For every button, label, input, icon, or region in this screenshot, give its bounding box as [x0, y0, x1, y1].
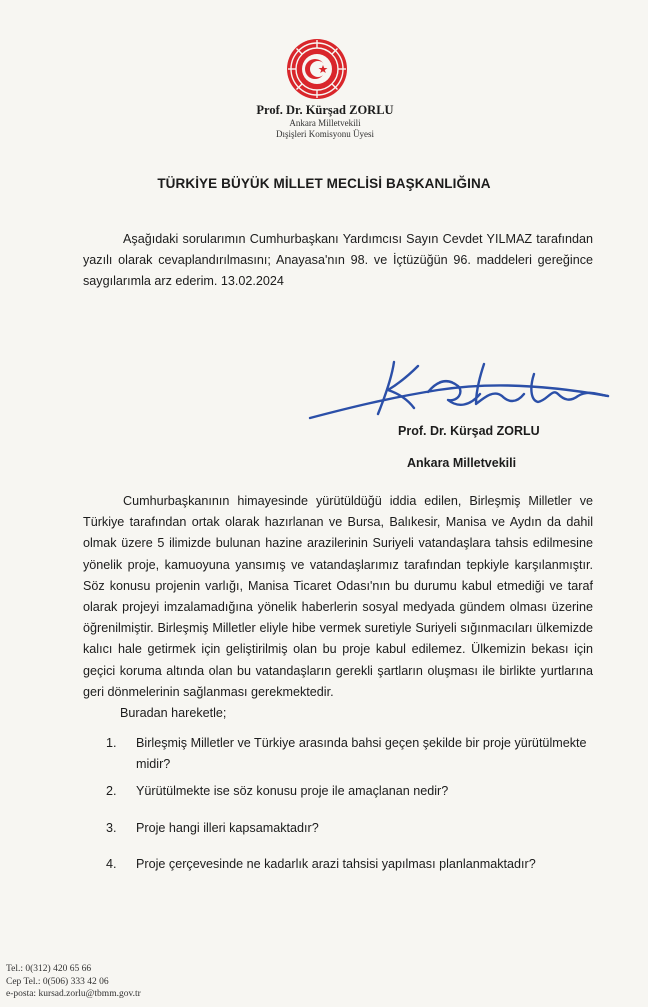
questions-list — [106, 733, 600, 884]
questions-lead: Buradan hareketle; — [120, 706, 227, 720]
question-text: Birleşmiş Milletler ve Türkiye arasında bahsi geçen şekilde bir proje yürütülmekte midir? — [136, 736, 587, 771]
signature-name: Prof. Dr. Kürşad ZORLU — [398, 424, 540, 438]
handwritten-signature — [308, 356, 618, 428]
body-paragraph: Cumhurbaşkanının himayesinde yürütüldüğü iddia edilen, Birleşmiş Milletler ve Türkiye tarafından ortak olarak hazırlanan ve Bursa, Balıkesir, Manisa ve Aydın da dahil olmak üzere 5 ilimizde bulunan hazine arazilerinin Suriyeli vatandaşlara tahsis edilmesine yönelik proje, kamuoyuna yansımış ve vatandaşlarımız tarafından tepkiyle karşılanmıştır. Söz konusu projenin varlığı, Manisa Ticaret Odası'nın bu durumu kabul etmediği ve taraf olarak projeyi imzalamadığına yönelik haberlerin sosyal medyada gündem olması üzerine öğrenilmiştir. Birleşmiş Milletler eliyle hibe vermek suretiyle Suriyeli sığınmacıları ülkemizde kalıcı hale getirmek için geliştirilmiş olan bu proje kabul edilemez. Ülkemizin bekası için geçici koruma altında olan bu vatandaşların gerekli şartların oluşması ile birlikte yurtlarına geri dönmelerinin sağlanması gerekmektedir. — [83, 494, 593, 699]
question-number: 4. — [106, 857, 117, 871]
letterhead-name: Prof. Dr. Kürşad ZORLU — [256, 103, 394, 117]
footer-email: e-posta: kursad.zorlu@tbmm.gov.tr — [6, 989, 141, 999]
question-item — [106, 854, 600, 884]
contact-footer — [6, 963, 141, 1001]
tbmm-emblem-icon — [286, 38, 348, 100]
question-text: Yürütülmekte ise söz konusu proje ile amaçlanan nedir? — [136, 784, 449, 798]
letterhead-role: Ankara Milletvekili — [289, 118, 361, 128]
letterhead — [200, 103, 450, 140]
intro-paragraph: Aşağıdaki sorularımın Cumhurbaşkanı Yardımcısı Sayın Cevdet YILMAZ tarafından yazılı olarak cevaplandırılmasını; Anayasa'nın 98. ve İçtüzüğün 96. maddeleri gereğince saygılarımla arz ederim. 13.02.2024 — [83, 232, 593, 289]
question-number: 1. — [106, 736, 117, 750]
question-item — [106, 781, 600, 818]
signature-title: Ankara Milletvekili — [407, 456, 517, 470]
footer-phone: Tel.: 0(312) 420 65 66 — [6, 964, 92, 974]
question-item — [106, 818, 600, 854]
question-text: Proje çerçevesinde ne kadarlık arazi tahsisi yapılması planlanmaktadır? — [136, 857, 536, 871]
footer-mobile: Cep Tel.: 0(506) 333 42 06 — [6, 976, 109, 987]
question-item — [106, 733, 600, 779]
document-title: TÜRKİYE BÜYÜK MİLLET MECLİSİ BAŞKANLIĞINA — [157, 176, 491, 191]
letterhead-committee: Dışişleri Komisyonu Üyesi — [276, 129, 374, 139]
question-number: 3. — [106, 821, 117, 835]
question-number: 2. — [106, 784, 117, 798]
question-text: Proje hangi illeri kapsamaktadır? — [136, 821, 319, 835]
